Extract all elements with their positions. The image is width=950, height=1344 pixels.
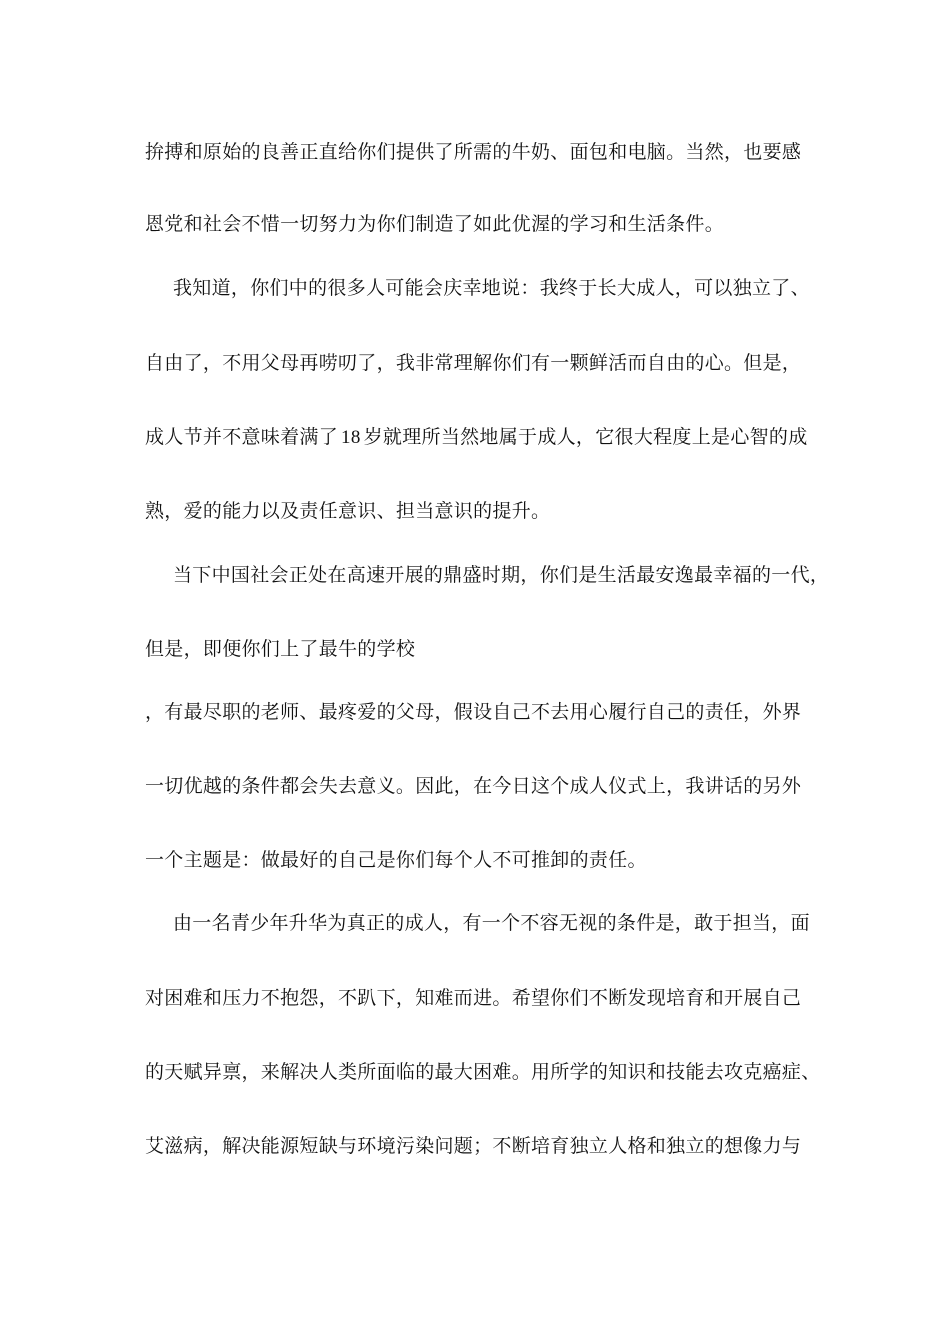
text-line-2: 恩党和社会不惜一切努力为你们制造了如此优渥的学习和生活条件。 <box>145 213 725 235</box>
text-line-8: 但是，即便你们上了最牛的学校 <box>145 638 416 660</box>
text-line-10: 一切优越的条件都会失去意义。因此，在今日这个成人仪式上，我讲话的另外 <box>145 775 802 797</box>
number-18: 18 <box>341 427 361 448</box>
text-line-14: 的天赋异禀，来解决人类所面临的最大困难。用所学的知识和技能去攻克癌症、 <box>145 1061 821 1083</box>
paragraph-start-line-7: 当下中国社会正处在高速开展的鼎盛时期，你们是生活最安逸最幸福的一代， <box>173 564 830 586</box>
text-line-6: 熟，爱的能力以及责任意识、担当意识的提升。 <box>145 500 551 522</box>
paragraph-start-line-3: 我知道，你们中的很多人可能会庆幸地说：我终于长大成人，可以独立了、 <box>173 277 810 299</box>
text-line-1: 拚搏和原始的良善正直给你们提供了所需的牛奶、面包和电脑。当然，也要感 <box>145 141 802 163</box>
text-line-13: 对困难和压力不抱怨，不趴下，知难而进。希望你们不断发现培育和开展自己 <box>145 987 802 1009</box>
text-line-4: 自由了，不用父母再唠叨了，我非常理解你们有一颗鲜活而自由的心。但是， <box>145 352 802 374</box>
text-line-15: 艾滋病，解决能源短缺与环境污染问题；不断培育独立人格和独立的想像力与 <box>145 1135 802 1157</box>
text-line-5 <box>145 425 825 450</box>
text-segment: 成人节并不意味着满了 <box>145 426 339 448</box>
paragraph-start-line-12: 由一名青少年升华为真正的成人，有一个不容无视的条件是，敢于担当，面 <box>173 912 810 934</box>
text-segment: 岁就理所当然地属于成人，它很大程度上是心智的成 <box>363 426 808 448</box>
text-line-9: ，有最尽职的老师、最疼爱的父母，假设自己不去用心履行自己的责任，外界 <box>145 701 802 723</box>
text-line-11: 一个主题是：做最好的自己是你们每个人不可推卸的责任。 <box>145 849 647 871</box>
